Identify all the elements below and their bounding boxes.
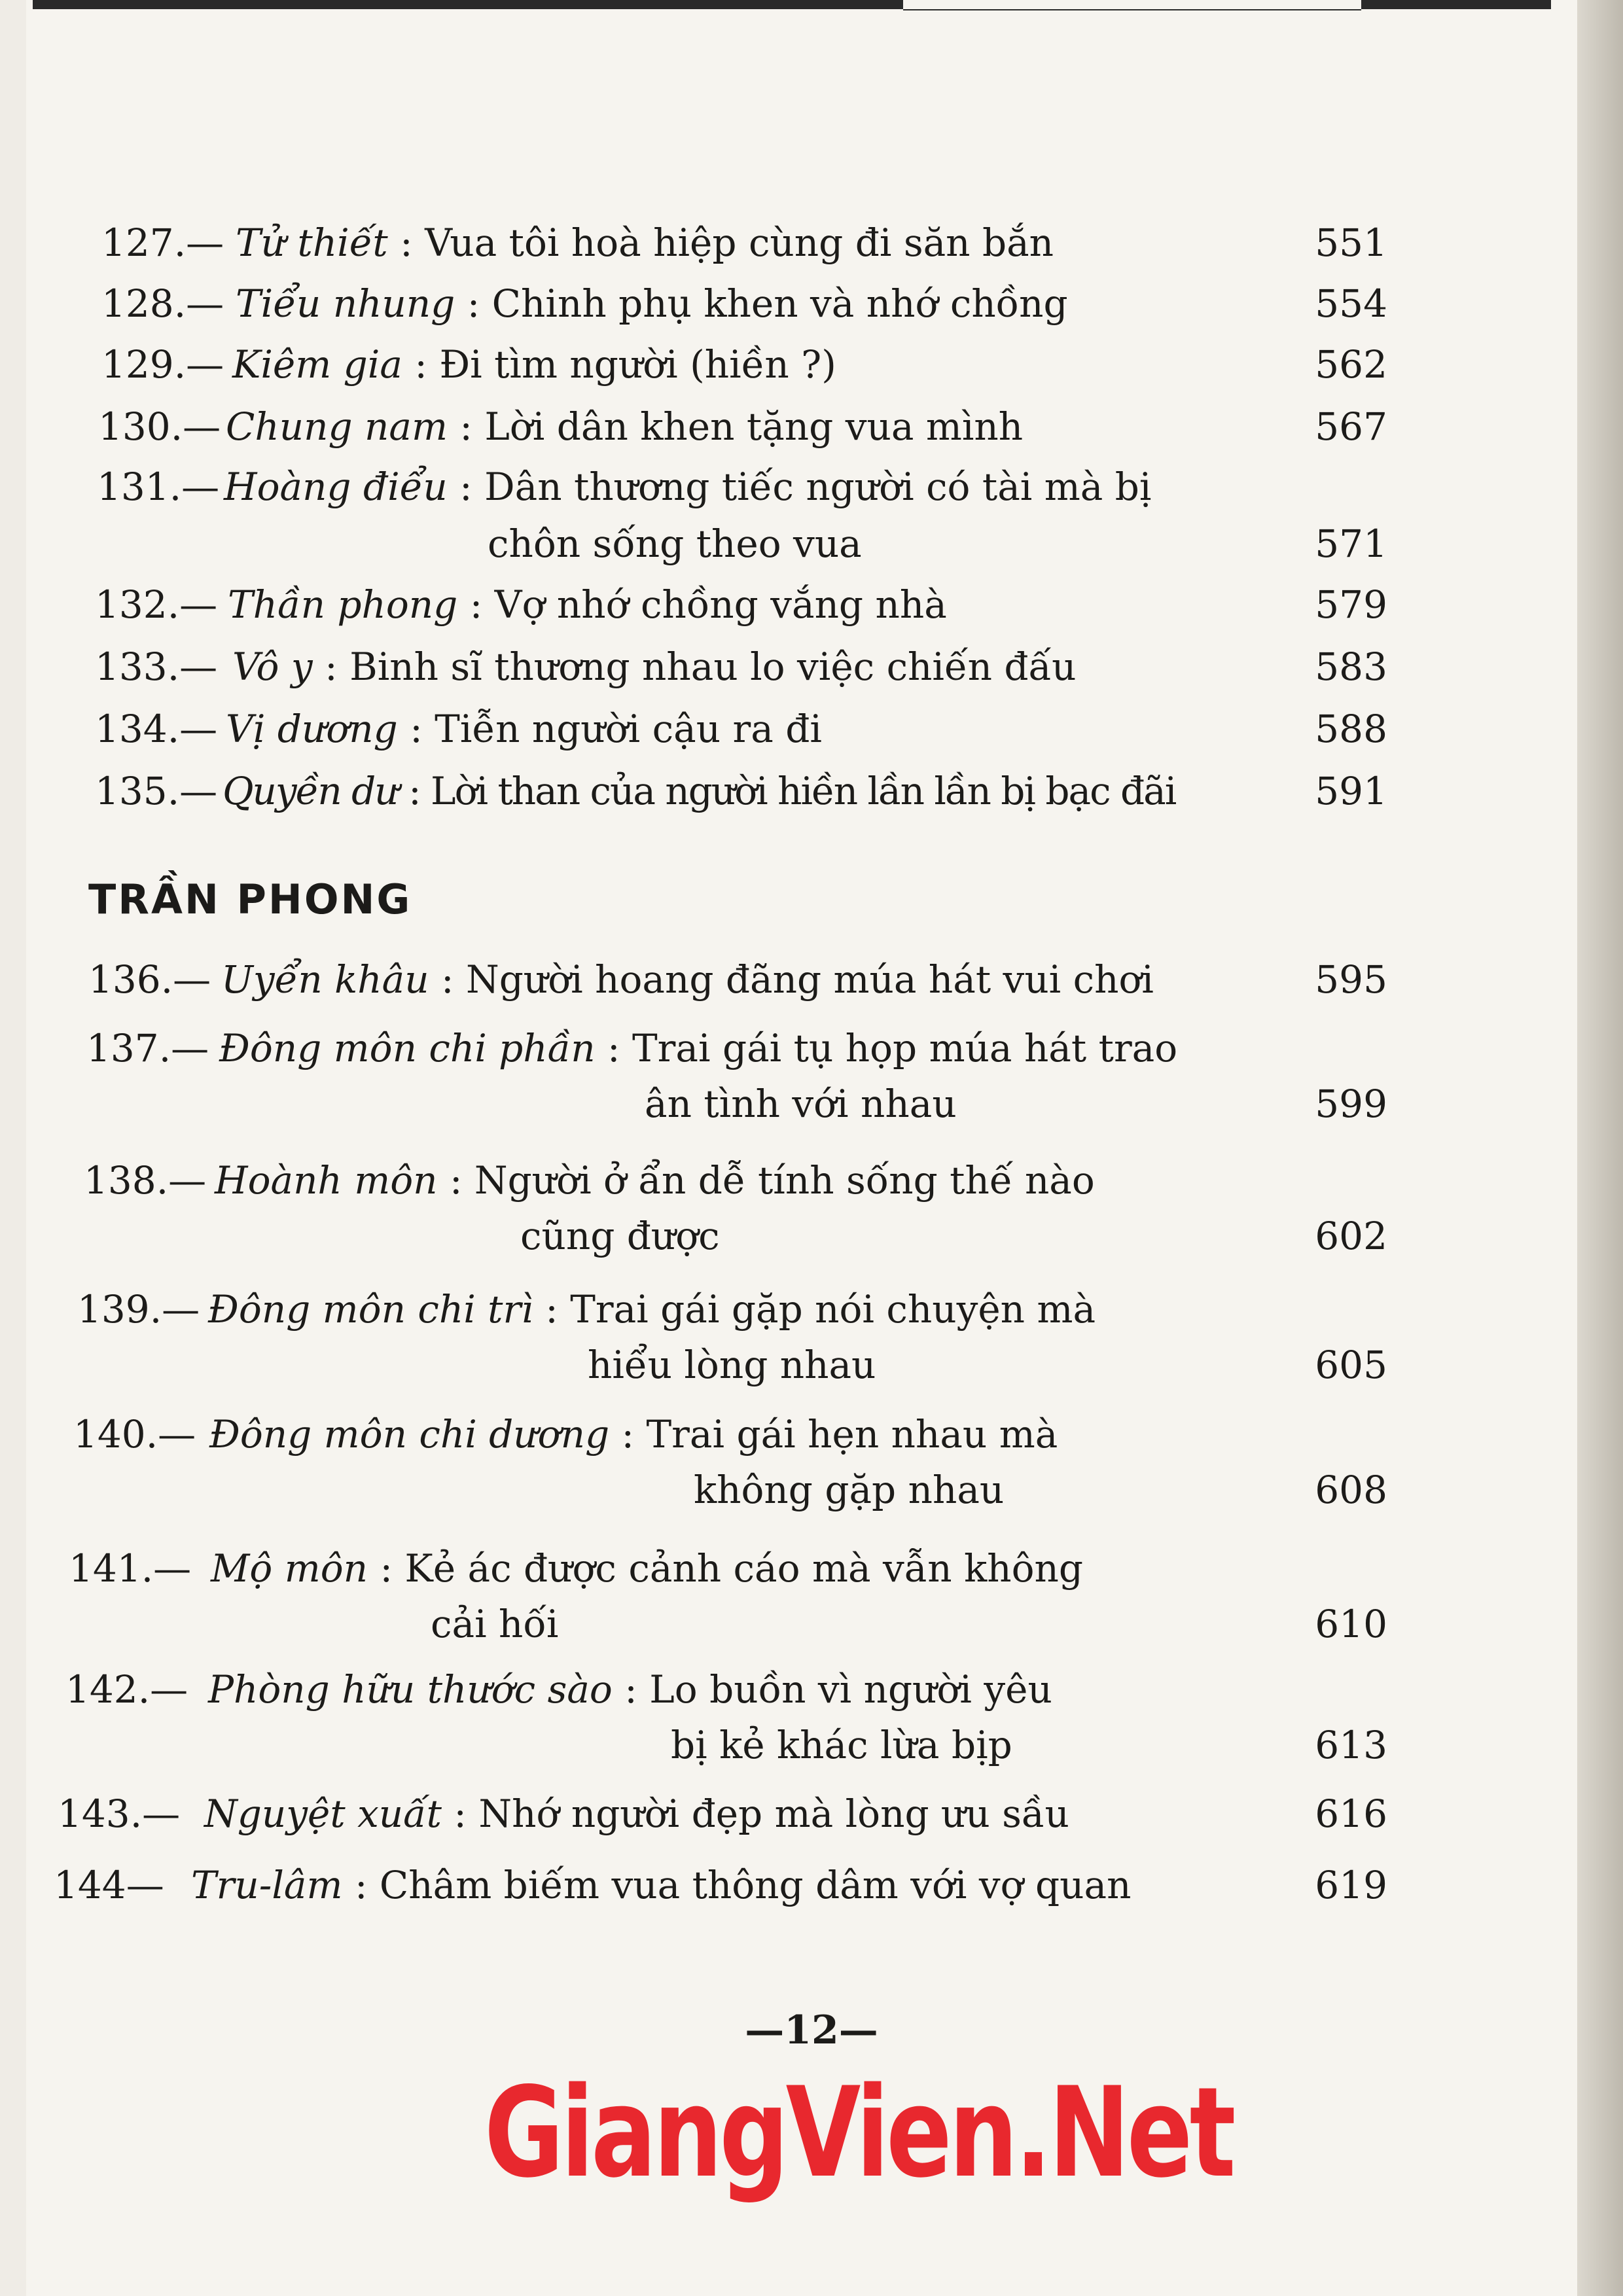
- entry-description-continued: bị kẻ khác lừa bịp: [671, 1723, 1012, 1767]
- entry-number: 137.—: [86, 1026, 209, 1070]
- entry-title: Uyển khâu: [221, 957, 429, 1002]
- entry-page: 595: [1315, 957, 1387, 1002]
- entry-page: 608: [1315, 1468, 1387, 1512]
- entry-title: Tiểu nhung: [236, 281, 455, 326]
- entry-page: 554: [1315, 281, 1387, 326]
- entry-number: 133.—: [95, 645, 218, 689]
- entry-number: 131.—: [97, 465, 220, 509]
- entry-number: 139.—: [77, 1287, 200, 1332]
- entry-description: : Kẻ ác được cảnh cáo mà vẫn không: [380, 1546, 1083, 1591]
- entry-page: 613: [1315, 1723, 1387, 1767]
- entry-page: 562: [1315, 342, 1387, 387]
- entry-page: 571: [1315, 521, 1387, 566]
- entry-page: 588: [1315, 707, 1387, 751]
- entry-title: Thần phong: [228, 582, 458, 627]
- entry-title: Chung nam: [226, 404, 448, 449]
- entry-title: Đông môn chi dương: [209, 1412, 610, 1457]
- entry-number: 144—: [54, 1863, 164, 1907]
- entry-title: Tử thiết: [236, 221, 388, 265]
- entry-description: : Trai gái gặp nói chuyện mà: [545, 1287, 1096, 1332]
- entry-description: : Nhớ người đẹp mà lòng ưu sầu: [454, 1792, 1069, 1836]
- entry-description: : Dân thương tiếc người có tài mà bị: [459, 465, 1152, 509]
- entry-number: 142.—: [65, 1667, 188, 1712]
- entry-description: : Vua tôi hoà hiệp cùng đi săn bắn: [400, 221, 1054, 265]
- entry-description: : Châm biếm vua thông dâm với vợ quan: [354, 1863, 1132, 1907]
- entry-description: : Người hoang đãng múa hát vui chơi: [441, 957, 1154, 1002]
- entry-title: Quyền dư: [223, 769, 398, 813]
- entry-description-continued: không gặp nhau: [694, 1468, 1005, 1512]
- entry-description: : Trai gái tụ họp múa hát trao: [607, 1026, 1178, 1070]
- entry-number: 135.—: [95, 769, 218, 813]
- entry-title: Hoành môn: [215, 1158, 438, 1203]
- entry-description-continued: ân tình với nhau: [645, 1082, 957, 1126]
- entry-description: : Chinh phụ khen và nhớ chồng: [467, 281, 1068, 326]
- entry-page: 567: [1315, 404, 1387, 449]
- entry-description: : Người ở ẩn dễ tính sống thế nào: [449, 1158, 1095, 1203]
- entry-page: 591: [1315, 769, 1387, 813]
- entry-description: : Đi tìm người (hiền ?): [414, 342, 836, 387]
- entry-description-continued: cải hối: [431, 1602, 559, 1646]
- entry-description-continued: hiểu lòng nhau: [588, 1343, 876, 1387]
- entry-number: 143.—: [58, 1792, 181, 1836]
- entry-page: 616: [1315, 1792, 1387, 1836]
- entry-number: 128.—: [101, 281, 224, 326]
- section-heading: TRẦN PHONG: [88, 875, 412, 923]
- entry-title: Vị dương: [226, 707, 398, 751]
- entry-title: Hoàng điểu: [224, 465, 448, 509]
- entry-page: 610: [1315, 1602, 1387, 1646]
- entry-page: 551: [1315, 221, 1387, 265]
- entry-description: : Lo buồn vì người yêu: [624, 1667, 1052, 1712]
- entry-number: 130.—: [98, 404, 221, 449]
- entry-title: Đông môn chi phần: [219, 1026, 596, 1070]
- entry-description: : Lời than của người hiền lần lần bị bạc đãi: [408, 769, 1176, 813]
- entry-number: 140.—: [73, 1412, 196, 1457]
- entry-number: 134.—: [95, 707, 218, 751]
- entry-description: : Lời dân khen tặng vua mình: [459, 404, 1024, 449]
- top-border-gap: [903, 0, 1361, 10]
- entry-page: 602: [1315, 1214, 1387, 1258]
- entry-page: 579: [1315, 582, 1387, 627]
- entry-page: 619: [1315, 1863, 1387, 1907]
- entry-number: 127.—: [101, 221, 224, 265]
- entry-page: 605: [1315, 1343, 1387, 1387]
- entry-page: 583: [1315, 645, 1387, 689]
- entry-title: Kiêm gia: [232, 342, 402, 387]
- entry-description: : Tiễn người cậu ra đi: [410, 707, 822, 751]
- book-spine-shadow: [1577, 0, 1623, 2296]
- page-number: —12—: [745, 2007, 878, 2053]
- entry-description-continued: chôn sống theo vua: [488, 521, 862, 566]
- entry-description: : Binh sĩ thương nhau lo việc chiến đấu: [325, 645, 1077, 689]
- entry-number: 132.—: [95, 582, 218, 627]
- entry-page: 599: [1315, 1082, 1387, 1126]
- entry-number: 141.—: [69, 1546, 192, 1591]
- entry-title: Nguyệt xuất: [204, 1792, 442, 1836]
- entry-title: Mộ môn: [211, 1546, 368, 1591]
- entry-description: : Trai gái hẹn nhau mà: [621, 1412, 1058, 1457]
- entry-description-continued: cũng được: [520, 1214, 720, 1258]
- entry-title: Tru-lâm: [191, 1863, 343, 1907]
- entry-number: 129.—: [101, 342, 224, 387]
- entry-description: : Vợ nhớ chồng vắng nhà: [469, 582, 947, 627]
- entry-number: 136.—: [88, 957, 211, 1002]
- entry-title: Đông môn chi trì: [208, 1287, 533, 1332]
- watermark-text: GiangVien.Net: [484, 2060, 1233, 2205]
- entry-title: Vô y: [232, 645, 313, 689]
- entry-title: Phòng hữu thước sào: [208, 1667, 613, 1712]
- entry-number: 138.—: [84, 1158, 207, 1203]
